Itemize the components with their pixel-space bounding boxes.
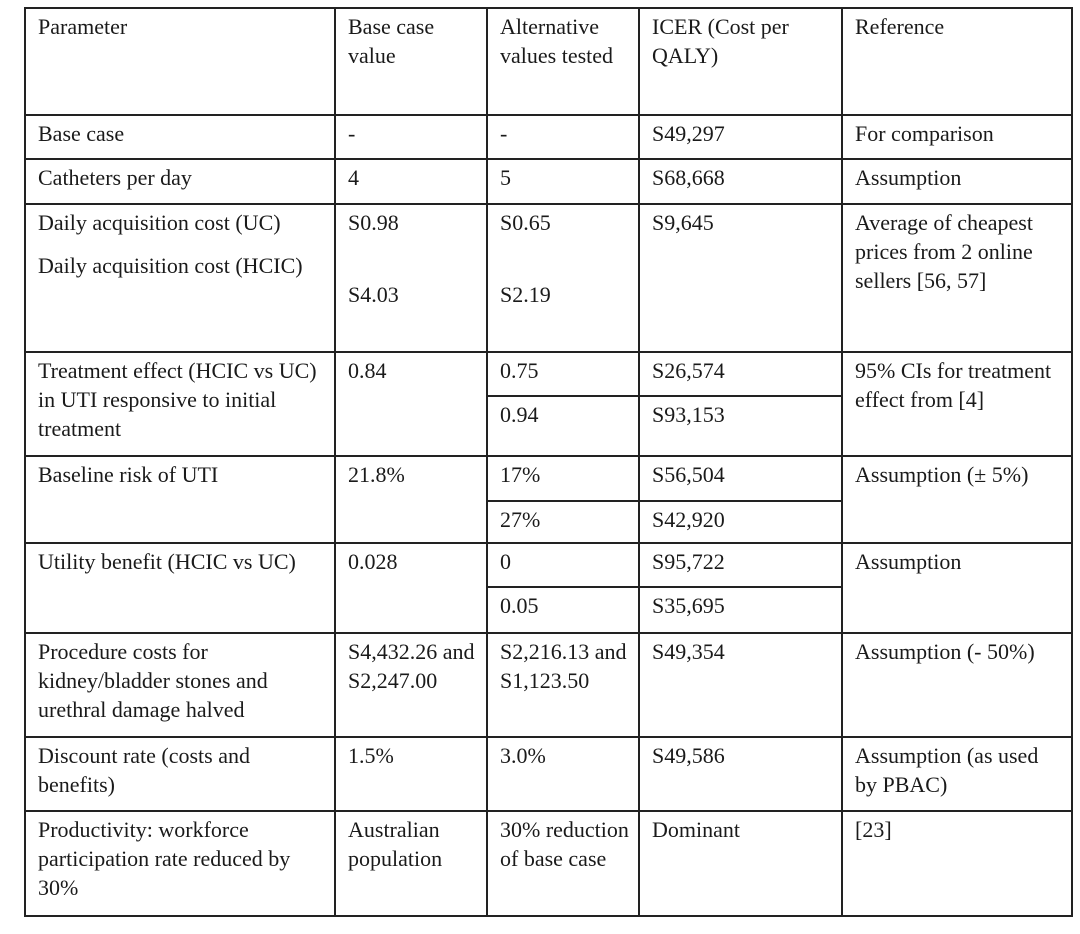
header-base-case-value: Base case value xyxy=(335,8,487,115)
base-uc: S0.98 xyxy=(348,210,399,235)
cell-base-value: 0.84 xyxy=(335,352,487,456)
cell-base-value: 1.5% xyxy=(335,737,487,811)
cell-base-value: 21.8% xyxy=(335,456,487,543)
cell-parameter: Baseline risk of UTI xyxy=(25,456,335,543)
cell-icer: S9,645 xyxy=(639,204,842,352)
alt-uc: S0.65 xyxy=(500,210,551,235)
base-hcic: S4.03 xyxy=(348,282,399,307)
cell-parameter: Productivity: workforce participation rate reduced by 30% xyxy=(25,811,335,916)
cell-icer: S42,920 xyxy=(639,501,842,543)
cell-base-value: Australian population xyxy=(335,811,487,916)
cell-parameter: Treatment effect (HCIC vs UC) in UTI responsive to initial treatment xyxy=(25,352,335,456)
cell-icer: S35,695 xyxy=(639,587,842,633)
spacer xyxy=(500,237,630,280)
cell-base-value: 0.028 xyxy=(335,543,487,633)
cell-base-value: S4,432.26 and S2,247.00 xyxy=(335,633,487,737)
table-row xyxy=(25,811,1072,916)
table-row xyxy=(25,737,1072,811)
table-row xyxy=(25,115,1072,159)
table-row xyxy=(25,543,1072,587)
header-row xyxy=(25,8,1072,115)
cell-alt-value: 30% reduction of base case xyxy=(487,811,639,916)
cell-parameter: Base case xyxy=(25,115,335,159)
cell-icer: Dominant xyxy=(639,811,842,916)
header-icer: ICER (Cost per QALY) xyxy=(639,8,842,115)
cell-reference: For comparison xyxy=(842,115,1072,159)
cell-icer: S26,574 xyxy=(639,352,842,396)
cell-reference: 95% CIs for treatment effect from [4] xyxy=(842,352,1072,456)
alt-hcic: S2.19 xyxy=(500,282,551,307)
cell-parameter: Procedure costs for kidney/bladder stones and urethral damage halved xyxy=(25,633,335,737)
spacer xyxy=(348,237,478,280)
cell-icer: S56,504 xyxy=(639,456,842,501)
cell-reference: Assumption (- 50%) xyxy=(842,633,1072,737)
cell-alt-value: 5 xyxy=(487,159,639,204)
table-row xyxy=(25,456,1072,501)
cell-icer: S49,297 xyxy=(639,115,842,159)
cell-icer: S95,722 xyxy=(639,543,842,587)
header-parameter: Parameter xyxy=(25,8,335,115)
cell-parameter: Discount rate (costs and benefits) xyxy=(25,737,335,811)
cell-icer: S93,153 xyxy=(639,396,842,456)
cell-reference: Assumption (as used by PBAC) xyxy=(842,737,1072,811)
parameter-hcic: Daily acquisition cost (HCIC) xyxy=(38,253,303,278)
parameter-uc: Daily acquisition cost (UC) xyxy=(38,210,281,235)
cell-reference: Assumption (± 5%) xyxy=(842,456,1072,543)
table-row xyxy=(25,204,1072,352)
cell-alt-value: 3.0% xyxy=(487,737,639,811)
header-alternative-values: Alternative values tested xyxy=(487,8,639,115)
cell-alt-value: 0 xyxy=(487,543,639,587)
header-reference: Reference xyxy=(842,8,1072,115)
cell-parameter: Catheters per day xyxy=(25,159,335,204)
cell-icer: S49,354 xyxy=(639,633,842,737)
cell-alt-value: S2,216.13 and S1,123.50 xyxy=(487,633,639,737)
cell-reference: [23] xyxy=(842,811,1072,916)
cell-base-value xyxy=(335,204,487,352)
cell-base-value: - xyxy=(335,115,487,159)
cell-alt-value: - xyxy=(487,115,639,159)
cell-base-value: 4 xyxy=(335,159,487,204)
spacer xyxy=(38,237,326,251)
cell-parameter: Utility benefit (HCIC vs UC) xyxy=(25,543,335,633)
cell-reference: Assumption xyxy=(842,159,1072,204)
cell-alt-value: 17% xyxy=(487,456,639,501)
cell-reference: Assumption xyxy=(842,543,1072,633)
cell-icer: S49,586 xyxy=(639,737,842,811)
cell-icer: S68,668 xyxy=(639,159,842,204)
cell-alt-value: 27% xyxy=(487,501,639,543)
cell-alt-value: 0.94 xyxy=(487,396,639,456)
cell-reference: Average of cheapest prices from 2 online sellers [56, 57] xyxy=(842,204,1072,352)
cell-alt-value xyxy=(487,204,639,352)
cell-alt-value: 0.75 xyxy=(487,352,639,396)
table-row xyxy=(25,633,1072,737)
cell-alt-value: 0.05 xyxy=(487,587,639,633)
table-row xyxy=(25,159,1072,204)
cell-parameter xyxy=(25,204,335,352)
table-row xyxy=(25,352,1072,396)
sensitivity-analysis-table xyxy=(24,7,1073,917)
